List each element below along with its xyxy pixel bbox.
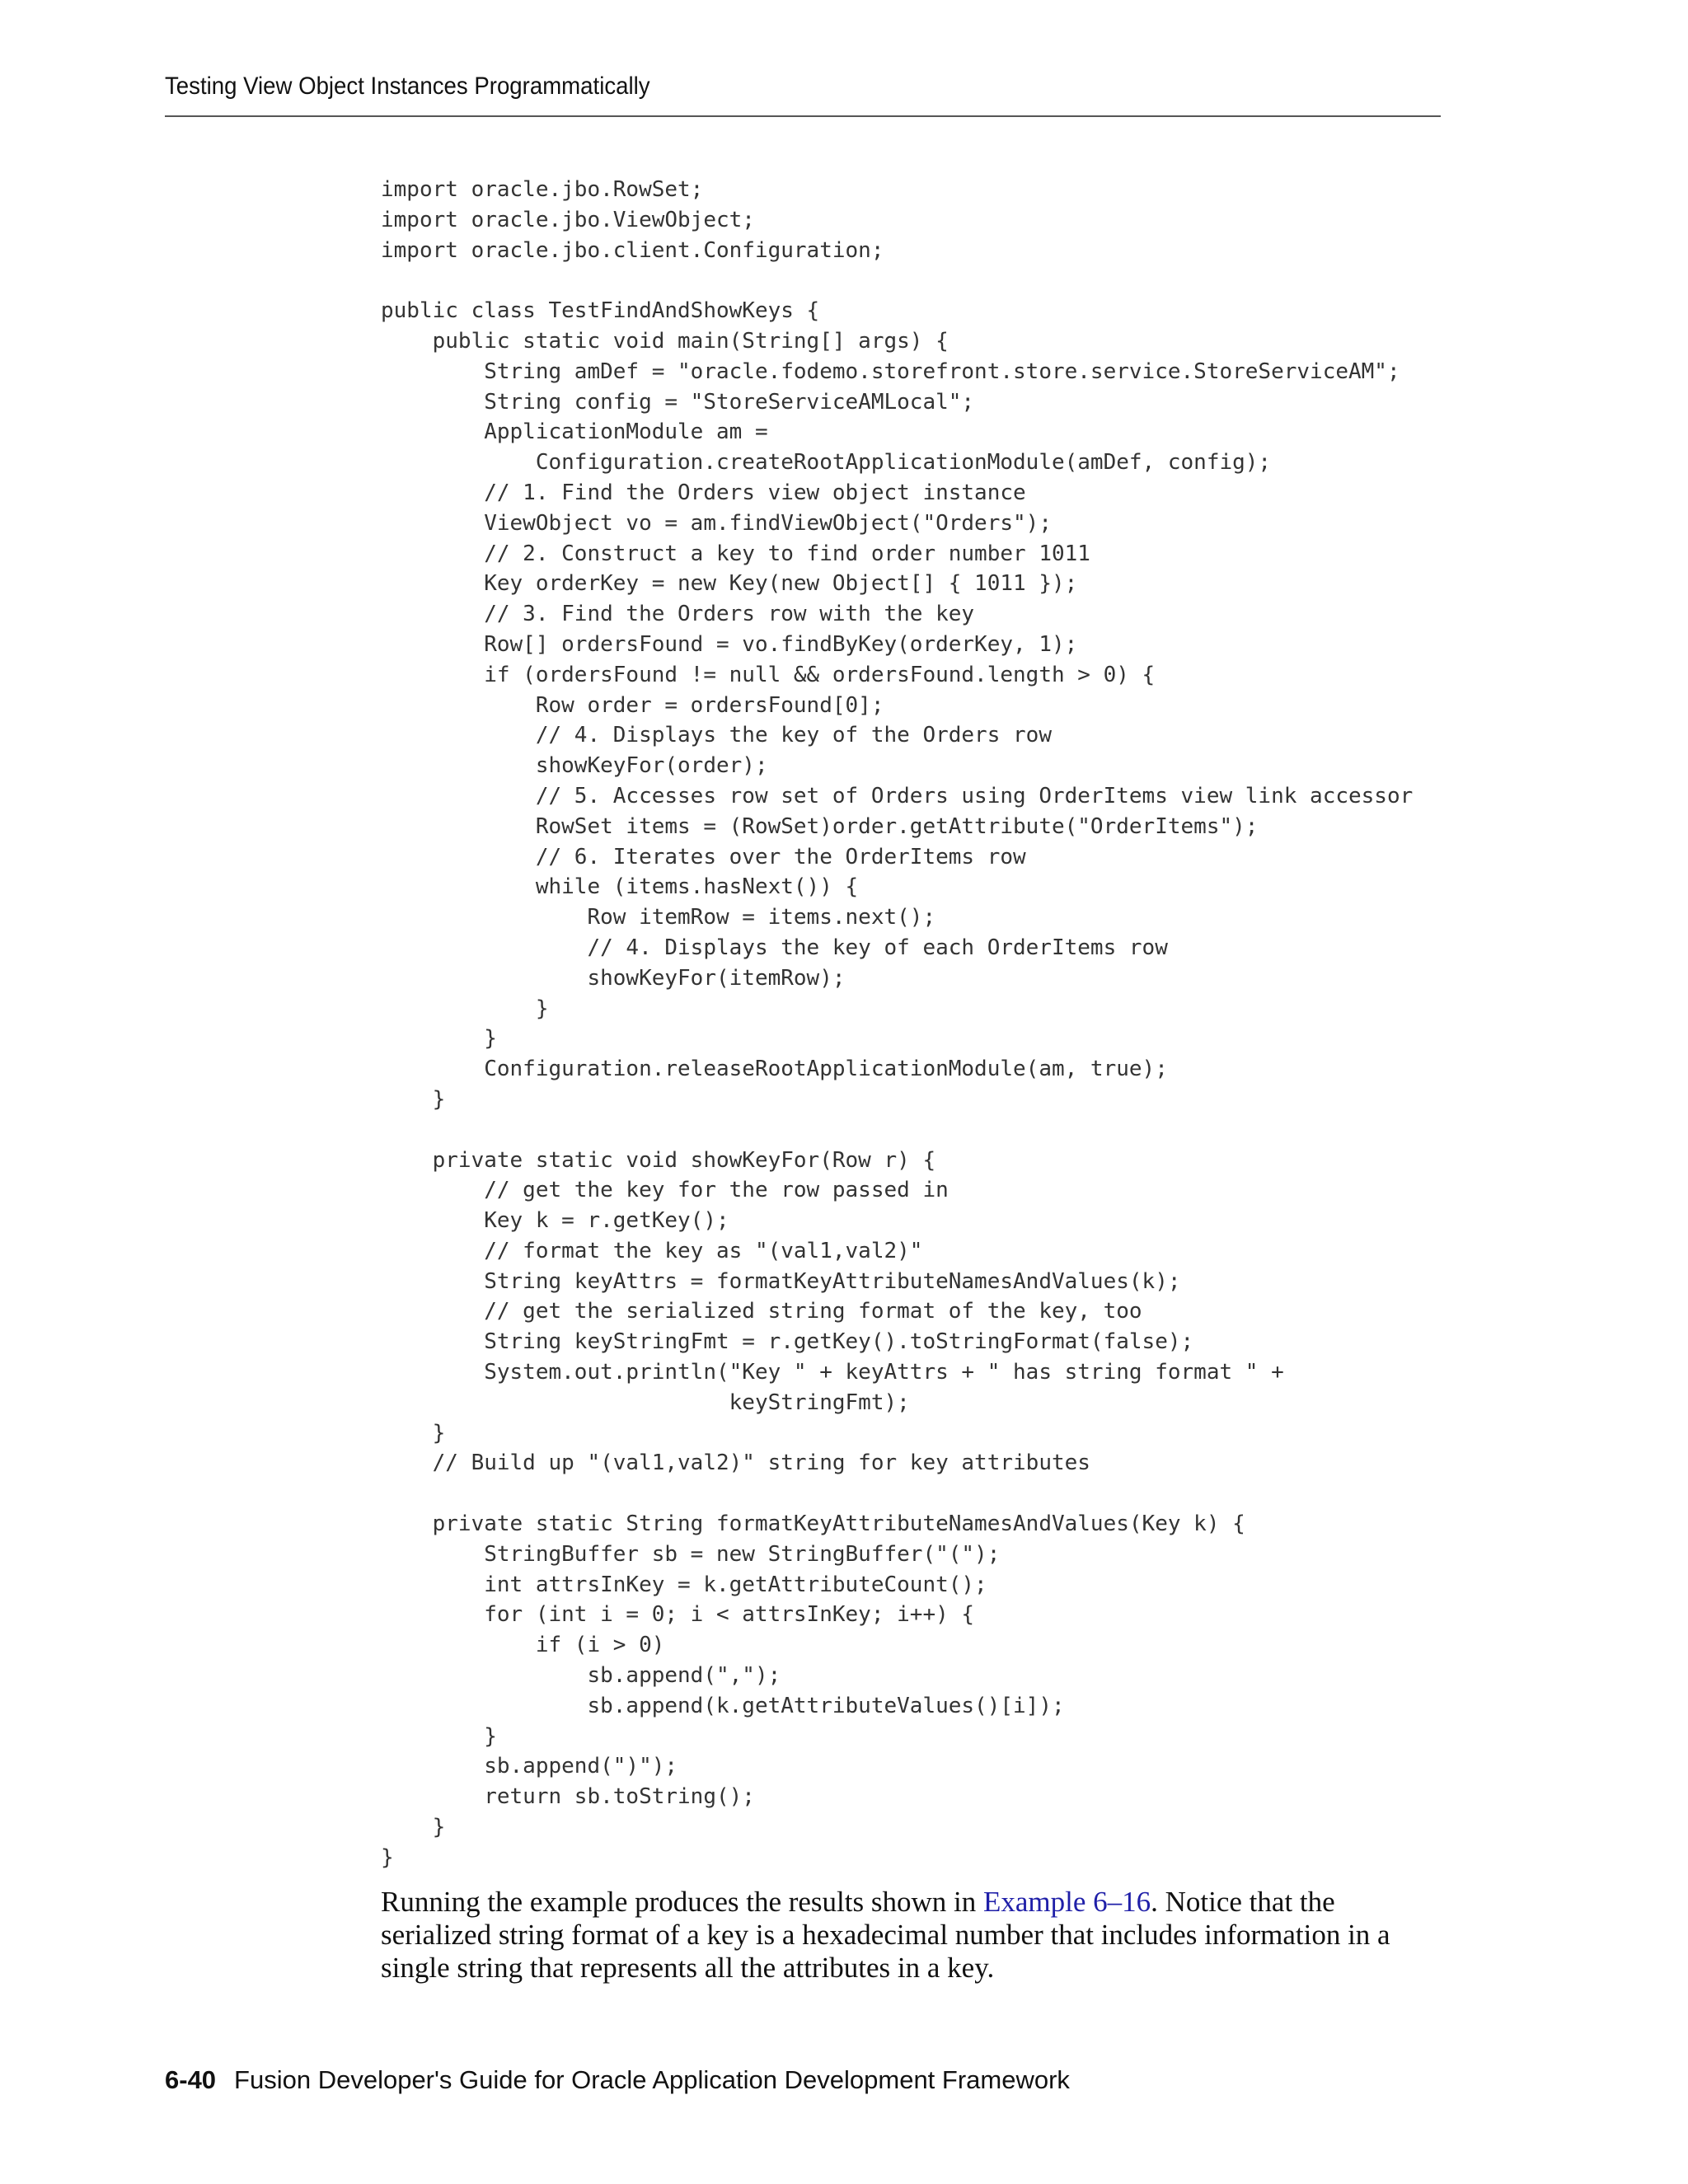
code-line: keyStringFmt); <box>381 1390 910 1415</box>
code-line: // 1. Find the Orders view object instance <box>381 480 1026 505</box>
code-line: } <box>381 1086 446 1112</box>
code-line: if (ordersFound != null && ordersFound.length > 0) { <box>381 662 1156 687</box>
code-line: // format the key as "(val1,val2)" <box>381 1238 923 1263</box>
code-line: // get the key for the row passed in <box>381 1178 949 1203</box>
running-header <box>165 73 650 101</box>
code-line: Row itemRow = items.next(); <box>381 905 936 930</box>
code-line: RowSet items = (RowSet)order.getAttribute("OrderItems"); <box>381 813 1259 839</box>
code-line: } <box>381 1844 394 1870</box>
code-line: private static void showKeyFor(Row r) { <box>381 1147 936 1173</box>
code-line: Configuration.releaseRootApplicationModule(am, true); <box>381 1057 1168 1082</box>
code-line: private static String formatKeyAttributeNamesAndValues(Key k) { <box>381 1511 1245 1537</box>
code-line: for (int i = 0; i < attrsInKey; i++) { <box>381 1602 975 1628</box>
example-link[interactable]: Example 6–16 <box>982 1886 1151 1918</box>
code-line: // get the serialized string format of the key, too <box>381 1299 1142 1324</box>
code-line: import oracle.jbo.RowSet; <box>381 177 704 202</box>
header-rule <box>165 115 1441 117</box>
code-line: showKeyFor(itemRow); <box>381 965 846 991</box>
code-line: Key k = r.getKey(); <box>381 1208 729 1234</box>
code-line: sb.append(k.getAttributeValues()[i]); <box>381 1693 1065 1718</box>
code-line: // 5. Accesses row set of Orders using OrderItems view link accessor <box>381 783 1414 808</box>
code-line: } <box>381 1815 446 1840</box>
code-line: } <box>381 996 549 1021</box>
code-line: sb.append(","); <box>381 1663 781 1689</box>
code-line: int attrsInKey = k.getAttributeCount(); <box>381 1572 987 1597</box>
body-paragraph <box>381 1886 1444 1985</box>
code-line: String keyAttrs = formatKeyAttributeNamesAndValues(k); <box>381 1268 1181 1294</box>
code-line: public class TestFindAndShowKeys { <box>381 298 820 324</box>
code-line: // 2. Construct a key to find order number 1011 <box>381 541 1090 566</box>
code-line: ViewObject vo = am.findViewObject("Orders"); <box>381 510 1052 536</box>
code-line: Row order = ordersFound[0]; <box>381 692 884 718</box>
code-line <box>381 265 1413 296</box>
header-title: Testing View Object Instances Programmatically <box>165 73 650 100</box>
code-line: } <box>381 1723 497 1749</box>
code-line <box>381 1115 1413 1146</box>
code-line: import oracle.jbo.client.Configuration; <box>381 237 884 263</box>
code-line: // 4. Displays the key of each OrderItems row <box>381 935 1168 960</box>
code-line: StringBuffer sb = new StringBuffer("("); <box>381 1541 1001 1567</box>
code-line: import oracle.jbo.ViewObject; <box>381 207 755 232</box>
book-title: Fusion Developer's Guide for Oracle Application Development Framework <box>234 2065 1070 2094</box>
code-line: // Build up "(val1,val2)" string for key attributes <box>381 1451 1090 1476</box>
code-line: String amDef = "oracle.fodemo.storefront.store.service.StoreServiceAM"; <box>381 359 1400 384</box>
code-line: while (items.hasNext()) { <box>381 874 859 900</box>
body-text-before: Running the example produces the results shown in <box>381 1886 983 1918</box>
code-line: showKeyFor(order); <box>381 753 768 779</box>
code-line: } <box>381 1026 497 1052</box>
code-line <box>381 1479 1413 1509</box>
code-line: public static void main(String[] args) { <box>381 328 949 354</box>
code-line: } <box>381 1420 446 1446</box>
code-line: System.out.println("Key " + keyAttrs + " has string format " + <box>381 1360 1284 1385</box>
code-line: Row[] ordersFound = vo.findByKey(orderKey, 1); <box>381 631 1078 657</box>
code-line: String keyStringFmt = r.getKey().toStringFormat(false); <box>381 1329 1194 1355</box>
code-line: Configuration.createRootApplicationModule(amDef, config); <box>381 450 1272 476</box>
code-line: String config = "StoreServiceAMLocal"; <box>381 389 975 415</box>
code-line: Key orderKey = new Key(new Object[] { 1011 }); <box>381 571 1078 597</box>
code-example <box>381 175 1413 1873</box>
code-line: // 4. Displays the key of the Orders row <box>381 723 1052 748</box>
code-line: sb.append(")"); <box>381 1754 678 1779</box>
code-line: // 6. Iterates over the OrderItems row <box>381 844 1026 869</box>
code-line: if (i > 0) <box>381 1633 665 1658</box>
page-footer <box>165 2065 1070 2095</box>
page-number: 6-40 <box>165 2065 217 2094</box>
body-text-after: . Notice that the serialized string format of a key is a hexadecimal number that includes information in a single string that represents all the attributes in a key. <box>381 1886 1390 1984</box>
code-line: // 3. Find the Orders row with the key <box>381 602 975 627</box>
code-line: ApplicationModule am = <box>381 419 768 445</box>
code-line: return sb.toString(); <box>381 1784 755 1810</box>
